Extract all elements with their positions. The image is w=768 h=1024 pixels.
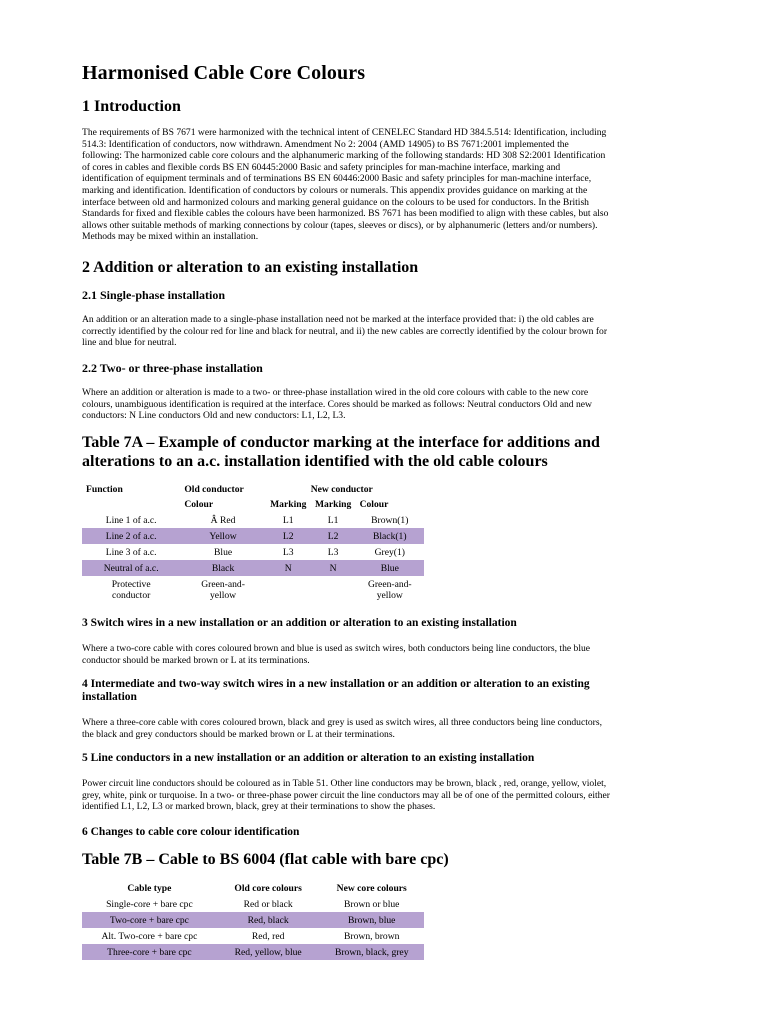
cell-new-colour: Green-and- yellow (367, 579, 412, 601)
cell-old-marking: L2 (266, 528, 311, 544)
cell-cable-type: Alt. Two-core + bare cpc (101, 930, 198, 942)
header-marking-new: Marking (315, 499, 352, 510)
header-marking-old: Marking (270, 499, 307, 510)
header-colour-new: Colour (359, 499, 389, 510)
cell-new-marking: N (311, 560, 356, 576)
table-header-row (82, 482, 424, 497)
header-old-conductor: Old conductor (184, 484, 244, 495)
table-row (82, 528, 424, 544)
cell-cable-type: Three-core + bare cpc (82, 944, 217, 960)
cell-new-core-colours: Brown, blue (319, 912, 424, 928)
cell-new-colour: Brown(1) (371, 514, 409, 526)
cell-old-colour: Â Red (210, 514, 236, 526)
table-row (82, 928, 424, 944)
section-4-heading: 4 Intermediate and two-way switch wires in a new installation or an addition or alteration to an existing installation (82, 678, 590, 703)
cell-old-marking: L3 (282, 546, 294, 558)
cell-new-marking: L3 (327, 546, 339, 558)
cell-new-marking: L2 (311, 528, 356, 544)
section-2-1-body: An addition or an alteration made to a single-phase installation need not be marked at the interface provided that: i) the old cables are correctly identified by the colour red for line and black for neutral, and ii) the new cables are correctly identified by the colour brown for line and blue for neutral. (82, 314, 608, 349)
cell-old-colour: Black (180, 560, 266, 576)
cell-new-colour: Black(1) (356, 528, 424, 544)
document-title: Harmonised Cable Core Colours (82, 62, 366, 84)
section-2-heading: 2 Addition or alteration to an existing installation (82, 259, 419, 276)
cell-function: Line 2 of a.c. (82, 528, 180, 544)
section-2-2-heading: 2.2 Two- or three-phase installation (82, 361, 263, 375)
cell-cable-type: Single-core + bare cpc (106, 898, 193, 910)
cell-new-colour: Grey(1) (374, 546, 405, 558)
cell-old-colour: Yellow (180, 528, 266, 544)
cell-old-colour: Blue (214, 546, 233, 558)
cell-old-core-colours: Red, red (251, 930, 285, 942)
table-row (82, 912, 424, 928)
table-header-row (82, 880, 424, 896)
cell-function: Protective conductor (111, 579, 151, 601)
section-2-2-body: Where an addition or alteration is made to a two- or three-phase installation wired in the old core colours with cable to the new core colours, unambiguous identification is required at the interface. Cores should be marked as follows: Neutral conductors Old and new conductors: N Line conductors Old and new conductors: L1, L2, L3. (82, 387, 592, 422)
cell-function: Line 3 of a.c. (105, 546, 157, 558)
table-7a (82, 482, 424, 604)
section-1-body: The requirements of BS 7671 were harmonized with the technical intent of CENELEC Standard HD 384.5.514: Identification, including 514.3: Identification of conductors, now withdrawn. Amendment No 2: 2004 (AMD 14905) to BS 7671:2001 implemented the following: The harmonized cable core colours and the alphanumeric marking of the following standards: HD 308 S2:2001 Identification of cores in cables and flexible cords BS EN 60445:2000 Basic and safety principles for man-machine interface, marking and identification of equipment terminals and of terminations BS EN 60446:2000 Basic and safety principles for man-machine interface, marking and identification. Identification of conductors by colours or numerals. This appendix provides guidance on marking at the interface between old and harmonized colours and marking general guidance on the colours to be used for conductors. In the British Standards for fixed and flexible cables the colours have been harmonized. BS 7671 has been modified to align with these cables, but also allows other suitable methods of marking connections by colour (tapes, sleeves or discs), or by alphanumeric (letters and/or numbers). Methods may be mixed within an installation. (82, 127, 609, 243)
table-row (82, 512, 424, 528)
cell-new-marking: L1 (327, 514, 339, 526)
table-row (82, 576, 424, 604)
table-7b (82, 880, 424, 960)
cell-new-core-colours: Brown, black, grey (319, 944, 424, 960)
table-7a-title: Table 7A – Example of conductor marking at the interface for additions and alterations to an a.c. installation identified with the old cable colours (82, 434, 600, 470)
cell-old-marking: L1 (282, 514, 294, 526)
section-5-body: Power circuit line conductors should be coloured as in Table 51. Other line conductors may be brown, black , red, orange, yellow, violet, grey, white, pink or turquoise. In a two- or three-phase power circuit the line conductors may all be of one of the permitted colours, either identified L1, L2, L3 or marked brown, black, grey at their terminations to show the phases. (82, 778, 610, 813)
cell-old-colour: Green-and- yellow (201, 579, 245, 601)
section-6-heading: 6 Changes to cable core colour identification (82, 826, 300, 838)
table-row (82, 560, 424, 576)
cell-old-core-colours: Red or black (243, 898, 293, 910)
cell-old-core-colours: Red, black (217, 912, 320, 928)
table-header-row (82, 497, 424, 512)
cell-new-colour: Blue (356, 560, 424, 576)
section-2-1-heading: 2.1 Single-phase installation (82, 288, 226, 302)
section-1-heading: 1 Introduction (82, 98, 181, 115)
section-3-heading: 3 Switch wires in a new installation or an addition or alteration to an existing installation (82, 617, 517, 629)
section-5-heading: 5 Line conductors in a new installation or an addition or alteration to an existing installation (82, 752, 535, 764)
header-new-conductor: New conductor (310, 484, 373, 495)
cell-old-core-colours: Red, yellow, blue (217, 944, 320, 960)
cell-cable-type: Two-core + bare cpc (82, 912, 217, 928)
header-function: Function (86, 484, 123, 495)
header-old-core-colours: Old core colours (234, 882, 302, 894)
header-colour: Colour (184, 499, 214, 510)
header-new-core-colours: New core colours (336, 882, 407, 894)
cell-function: Line 1 of a.c. (105, 514, 157, 526)
header-cable-type: Cable type (127, 882, 172, 894)
cell-function: Neutral of a.c. (82, 560, 180, 576)
table-row (82, 896, 424, 912)
cell-new-core-colours: Brown or blue (344, 898, 400, 910)
section-3-body: Where a two-core cable with cores coloured brown and blue is used as switch wires, both conductors being line conductors, the blue conductor should be marked brown or L at its terminations. (82, 643, 591, 666)
section-4-body: Where a three-core cable with cores coloured brown, black and grey is used as switch wires, all three conductors being line conductors, the black and grey conductors should be marked brown or L at their terminations. (82, 717, 603, 740)
table-7b-title: Table 7B – Cable to BS 6004 (flat cable with bare cpc) (82, 851, 449, 868)
table-row (82, 544, 424, 560)
cell-old-marking: N (266, 560, 311, 576)
cell-new-core-colours: Brown, brown (344, 930, 400, 942)
table-row (82, 944, 424, 960)
